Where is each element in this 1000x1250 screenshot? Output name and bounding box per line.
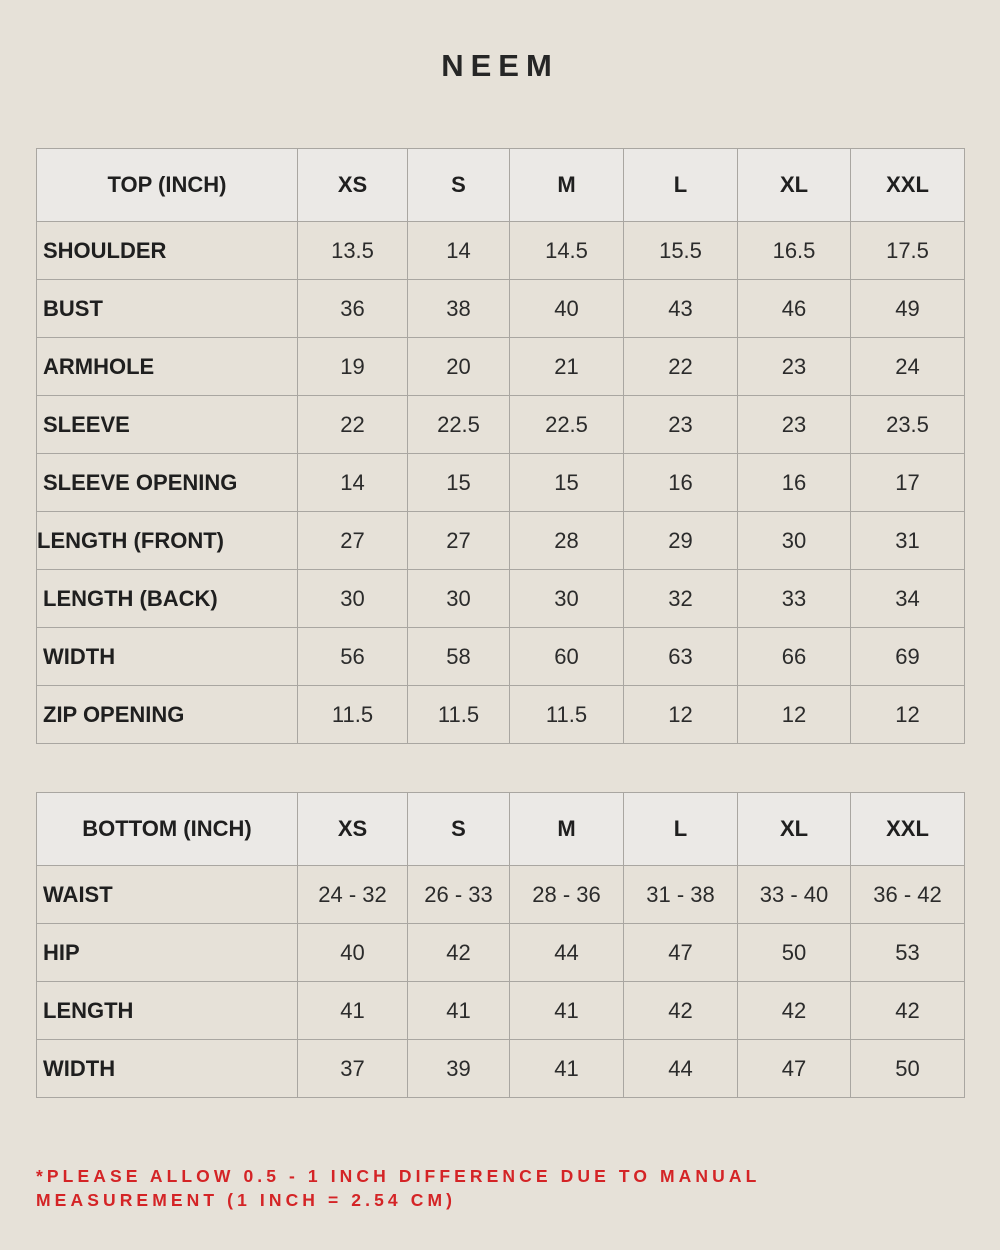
table-cell: 37 xyxy=(298,1040,408,1098)
table-cell: 20 xyxy=(408,338,510,396)
table-cell: 60 xyxy=(510,628,624,686)
table-cell: 23 xyxy=(738,396,851,454)
table-cell: 44 xyxy=(510,924,624,982)
table-cell: 56 xyxy=(298,628,408,686)
table-cell: 47 xyxy=(738,1040,851,1098)
table-cell: 50 xyxy=(851,1040,965,1098)
table-cell: 15 xyxy=(408,454,510,512)
table-cell: 23.5 xyxy=(851,396,965,454)
table-header-row xyxy=(37,793,965,866)
table-cell: 11.5 xyxy=(298,686,408,744)
column-header-l: L xyxy=(624,793,738,866)
table-cell: 12 xyxy=(624,686,738,744)
table-cell: 30 xyxy=(298,570,408,628)
table-cell: 38 xyxy=(408,280,510,338)
row-label: SLEEVE xyxy=(37,396,298,454)
table-row xyxy=(37,338,965,396)
table-row xyxy=(37,396,965,454)
table-cell: 26 - 33 xyxy=(408,866,510,924)
column-header-s: S xyxy=(408,149,510,222)
table-cell: 33 xyxy=(738,570,851,628)
table-cell: 22 xyxy=(624,338,738,396)
table-row xyxy=(37,686,965,744)
table-cell: 43 xyxy=(624,280,738,338)
row-label: ZIP OPENING xyxy=(37,686,298,744)
row-label: WAIST xyxy=(37,866,298,924)
row-label: WIDTH xyxy=(37,1040,298,1098)
table-cell: 24 - 32 xyxy=(298,866,408,924)
column-header-s: S xyxy=(408,793,510,866)
column-header-xl: XL xyxy=(738,793,851,866)
table-row xyxy=(37,280,965,338)
table-row xyxy=(37,512,965,570)
row-label: BUST xyxy=(37,280,298,338)
table-cell: 66 xyxy=(738,628,851,686)
table-cell: 41 xyxy=(298,982,408,1040)
row-label: LENGTH (BACK) xyxy=(37,570,298,628)
table-cell: 22.5 xyxy=(408,396,510,454)
table-row xyxy=(37,866,965,924)
table-cell: 69 xyxy=(851,628,965,686)
table-row xyxy=(37,570,965,628)
column-header-xxl: XXL xyxy=(851,793,965,866)
table-cell: 47 xyxy=(624,924,738,982)
bottom-size-table xyxy=(36,792,965,1098)
table-cell: 31 xyxy=(851,512,965,570)
row-label: LENGTH xyxy=(37,982,298,1040)
row-label: LENGTH (FRONT) xyxy=(37,512,298,570)
table-cell: 31 - 38 xyxy=(624,866,738,924)
column-header-m: M xyxy=(510,793,624,866)
table-cell: 14 xyxy=(298,454,408,512)
table-cell: 42 xyxy=(738,982,851,1040)
table-cell: 19 xyxy=(298,338,408,396)
table-cell: 16 xyxy=(738,454,851,512)
table-cell: 29 xyxy=(624,512,738,570)
table-cell: 23 xyxy=(624,396,738,454)
table-cell: 42 xyxy=(851,982,965,1040)
table-cell: 30 xyxy=(738,512,851,570)
row-label: SLEEVE OPENING xyxy=(37,454,298,512)
table-cell: 40 xyxy=(298,924,408,982)
table-cell: 11.5 xyxy=(408,686,510,744)
table-cell: 41 xyxy=(510,982,624,1040)
row-label: HIP xyxy=(37,924,298,982)
table-cell: 27 xyxy=(408,512,510,570)
table-cell: 22.5 xyxy=(510,396,624,454)
column-header-xs: XS xyxy=(298,149,408,222)
table-cell: 46 xyxy=(738,280,851,338)
table-cell: 12 xyxy=(851,686,965,744)
table-row xyxy=(37,982,965,1040)
table-cell: 30 xyxy=(510,570,624,628)
brand-title: NEEM xyxy=(441,48,559,83)
column-header-xl: XL xyxy=(738,149,851,222)
row-label: WIDTH xyxy=(37,628,298,686)
table-cell: 28 xyxy=(510,512,624,570)
table-cell: 34 xyxy=(851,570,965,628)
table-cell: 42 xyxy=(408,924,510,982)
table-row xyxy=(37,222,965,280)
top-size-table xyxy=(36,148,965,744)
table-cell: 13.5 xyxy=(298,222,408,280)
table-cell: 14 xyxy=(408,222,510,280)
table-row xyxy=(37,628,965,686)
table-cell: 50 xyxy=(738,924,851,982)
table-cell: 24 xyxy=(851,338,965,396)
table-header-row xyxy=(37,149,965,222)
table-cell: 16 xyxy=(624,454,738,512)
table-cell: 32 xyxy=(624,570,738,628)
table-cell: 40 xyxy=(510,280,624,338)
column-header-category: TOP (INCH) xyxy=(37,149,298,222)
table-cell: 49 xyxy=(851,280,965,338)
table-cell: 17.5 xyxy=(851,222,965,280)
measurement-note xyxy=(36,1164,936,1212)
table-cell: 30 xyxy=(408,570,510,628)
table-cell: 21 xyxy=(510,338,624,396)
row-label: ARMHOLE xyxy=(37,338,298,396)
note-line-1: *PLEASE ALLOW 0.5 - 1 INCH DIFFERENCE DUE TO MANUAL xyxy=(36,1166,761,1186)
table-cell: 17 xyxy=(851,454,965,512)
table-cell: 28 - 36 xyxy=(510,866,624,924)
column-header-xs: XS xyxy=(298,793,408,866)
table-row xyxy=(37,1040,965,1098)
table-cell: 15 xyxy=(510,454,624,512)
table-cell: 27 xyxy=(298,512,408,570)
table-cell: 41 xyxy=(510,1040,624,1098)
table-cell: 63 xyxy=(624,628,738,686)
table-cell: 12 xyxy=(738,686,851,744)
table-cell: 15.5 xyxy=(624,222,738,280)
table-cell: 36 xyxy=(298,280,408,338)
column-header-l: L xyxy=(624,149,738,222)
table-cell: 53 xyxy=(851,924,965,982)
column-header-category: BOTTOM (INCH) xyxy=(37,793,298,866)
table-cell: 58 xyxy=(408,628,510,686)
table-cell: 42 xyxy=(624,982,738,1040)
row-label: SHOULDER xyxy=(37,222,298,280)
table-cell: 44 xyxy=(624,1040,738,1098)
column-header-xxl: XXL xyxy=(851,149,965,222)
table-cell: 16.5 xyxy=(738,222,851,280)
note-line-2: MEASUREMENT (1 INCH = 2.54 CM) xyxy=(36,1190,457,1210)
table-cell: 36 - 42 xyxy=(851,866,965,924)
table-cell: 11.5 xyxy=(510,686,624,744)
table-cell: 22 xyxy=(298,396,408,454)
table-cell: 23 xyxy=(738,338,851,396)
table-cell: 41 xyxy=(408,982,510,1040)
table-row xyxy=(37,454,965,512)
table-cell: 14.5 xyxy=(510,222,624,280)
table-row xyxy=(37,924,965,982)
table-cell: 39 xyxy=(408,1040,510,1098)
column-header-m: M xyxy=(510,149,624,222)
table-cell: 33 - 40 xyxy=(738,866,851,924)
